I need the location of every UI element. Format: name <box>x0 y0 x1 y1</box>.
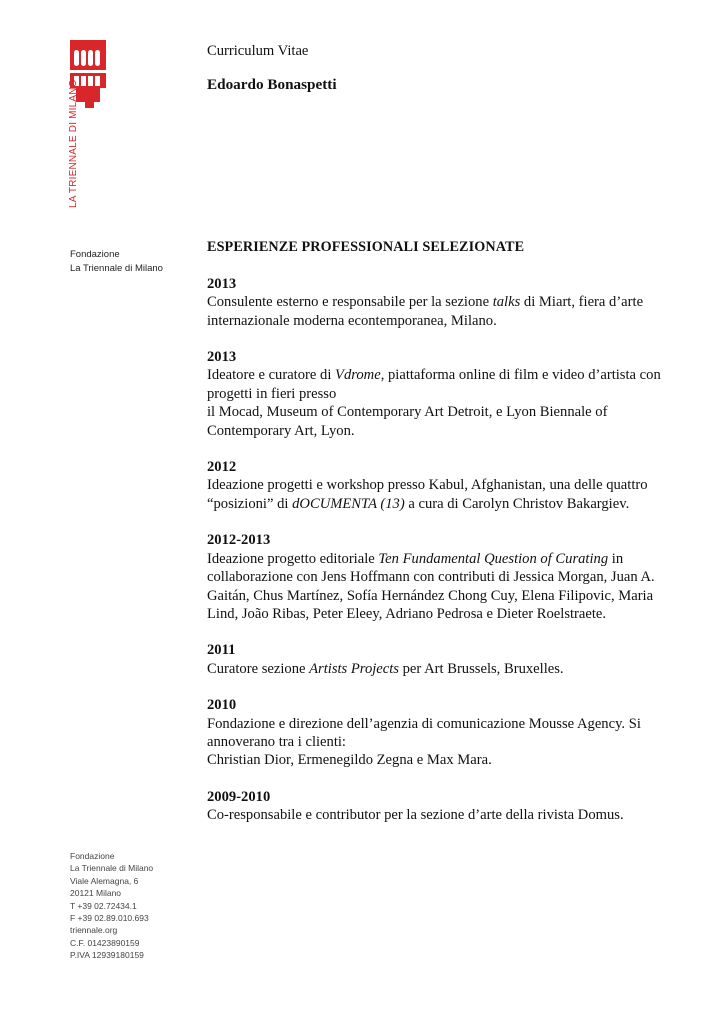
entry-description: Consulente esterno e responsabile per la sezione talks di Miart, fiera d’arte internazionale moderna econtemporanea, Milano. <box>207 294 644 329</box>
footer-line: Viale Alemagna, 6 <box>70 875 139 886</box>
footer-line: La Triennale di Milano <box>70 863 154 874</box>
experience-entry <box>207 348 667 440</box>
experience-entry <box>207 531 667 623</box>
cv-body <box>207 42 667 825</box>
triennale-logo <box>68 40 108 220</box>
entry-description: Fondazione e direzione dell’agenzia di comunicazione Mousse Agency. Si annoverano tra i clienti: Christian Dior, Ermenegildo Zegna e Max Mara. <box>207 715 641 769</box>
entry-description: Co-responsabile e contributor per la sezione d’arte della rivista Domus. <box>207 807 624 824</box>
entry-year: 2009-2010 <box>207 788 271 805</box>
experience-entry <box>207 788 667 825</box>
experience-entry <box>207 696 667 770</box>
experience-entry <box>207 458 667 513</box>
experience-entry <box>207 641 667 678</box>
entry-year: 2012-2013 <box>207 532 271 549</box>
document-type: Curriculum Vitae <box>207 43 309 59</box>
footer-address <box>70 850 153 962</box>
entry-year: 2012 <box>207 459 237 476</box>
footer-tax-code: C.F. 01423890159 <box>70 937 140 948</box>
entry-description: Ideatore e curatore di Vdrome, piattaforma online di film e video d’artista con progetti in fieri presso il Mocad, Museum of Contemporary Art Detroit, e Lyon Biennale of Contemporary Art, Lyon. <box>207 367 661 439</box>
entry-year: 2010 <box>207 697 237 714</box>
experience-entry <box>207 275 667 330</box>
org-header-line1: Fondazione <box>70 249 120 260</box>
entry-year: 2011 <box>207 642 236 659</box>
footer-phone: T +39 02.72434.1 <box>70 900 137 911</box>
footer-line: 20121 Milano <box>70 888 122 899</box>
entry-description: Ideazione progetti e workshop presso Kabul, Afghanistan, una delle quattro “posizioni” di dOCUMENTA (13) a cura di Carolyn Christov Bakargiev. <box>207 477 648 512</box>
entry-year: 2013 <box>207 275 237 292</box>
org-header <box>70 248 163 276</box>
entry-description: Curatore sezione Artists Projects per Art Brussels, Bruxelles. <box>207 660 564 677</box>
footer-fax: F +39 02.89.010.693 <box>70 913 149 924</box>
person-name: Edoardo Bonaspetti <box>207 76 337 93</box>
section-title: ESPERIENZE PROFESSIONALI SELEZIONATE <box>207 239 525 256</box>
org-header-line2: La Triennale di Milano <box>70 263 163 274</box>
footer-website: triennale.org <box>70 925 118 936</box>
logo-wordmark: LA TRIENNALE DI MILANO <box>68 79 79 208</box>
footer-line: Fondazione <box>70 851 115 861</box>
triennale-building-icon <box>68 40 108 220</box>
entry-year: 2013 <box>207 349 237 366</box>
entry-description: Ideazione progetto editoriale Ten Fundamental Question of Curating in collaborazione con Jens Hoffmann con contributi di Jessica Morgan, Juan A. Gaitán, Chus Martínez, Sofía Hernández Chong Cuy, Elena Filipovic, Maria Lind, João Ribas, Peter Eleey, Adriano Pedrosa e Dieter Roelstraete. <box>207 550 655 622</box>
footer-vat: P.IVA 12939180159 <box>70 950 144 961</box>
